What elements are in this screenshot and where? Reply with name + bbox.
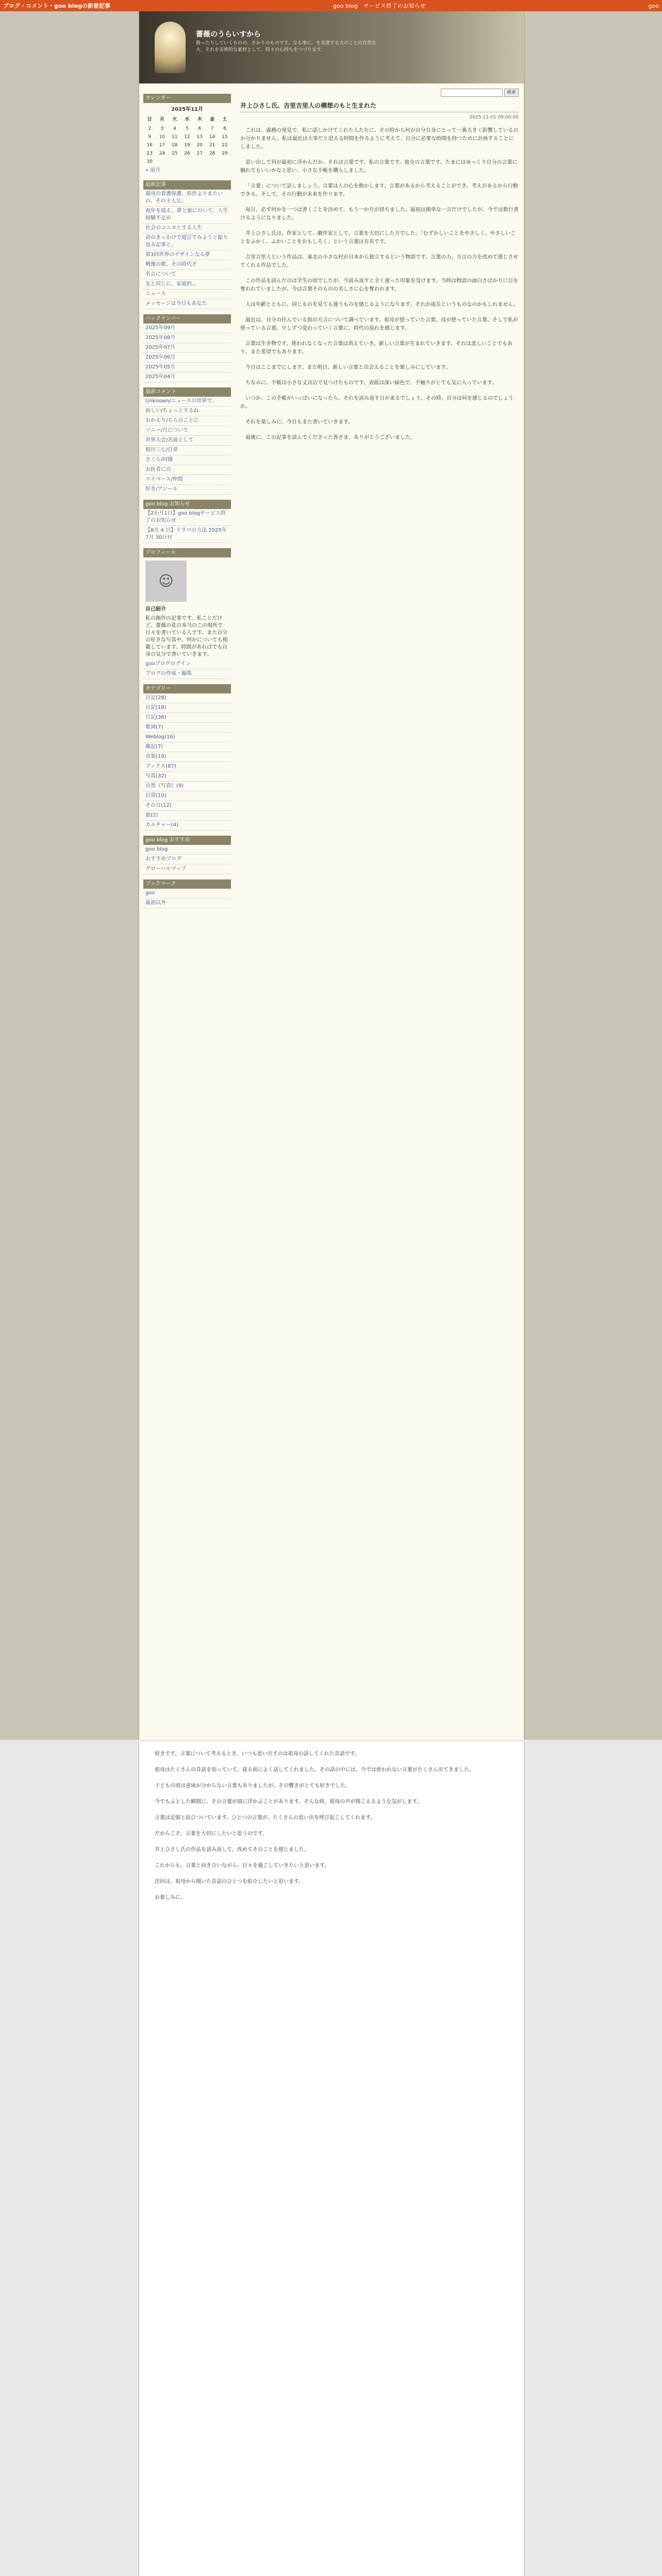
category-link[interactable]: その日(12) <box>143 801 231 811</box>
category-link[interactable]: 自然（写真）(9) <box>143 782 231 791</box>
comment-link[interactable]: おかえり/ちらのことに <box>143 416 231 426</box>
calendar-day[interactable]: 12 <box>184 134 190 140</box>
backnumber-link[interactable]: 2025年08月 <box>143 333 231 343</box>
post-paragraph: 思い出して何が最初に浮かんだか。それは言葉です。私の言葉です。彼女の言葉です。たまにはゆっくり自分の言葉に触れてもいいかなと思い、小さな手帳を購入しました。 <box>240 160 518 174</box>
calendar-heading: カレンダー <box>143 94 231 103</box>
calendar-day[interactable] <box>219 158 231 166</box>
recent-post-link[interactable]: 戦後の歌、その時代そ <box>143 260 231 270</box>
comment-link[interactable]: ソニー/月について <box>143 426 231 436</box>
comment-link[interactable]: 前しい/ちょっとするね <box>143 406 231 416</box>
post-paragraph: 井上ひさし氏は、作家として、劇作家として、言葉を大切にした方でした。「むずかしいことをやさしく、やさしいことをふかく、ふかいことをおもしろく」という言葉は有名です。 <box>240 231 516 245</box>
calendar-day[interactable]: 29 <box>222 151 228 156</box>
post-paragraph: 人は年齢とともに、同じものを見ても違うものを感じるようになります。それが成長というものなのかもしれません。 <box>245 302 519 308</box>
recent-post-link[interactable]: メッセージは今日もあなた <box>143 299 231 309</box>
lower-paragraph: 今でもふとした瞬間に、その言葉が頭に浮かぶことがあります。そんな時、祖母の声が聞こえるような気がします。 <box>155 1799 422 1805</box>
calendar-day[interactable] <box>181 158 193 166</box>
calendar-day[interactable]: 13 <box>196 134 203 140</box>
post-paragraph: それを楽しみに、今日もまた書いていきます。 <box>245 419 354 425</box>
calendar-week <box>143 133 231 141</box>
weekday-label: 火 <box>172 117 177 122</box>
calendar-prev-link[interactable]: « 前月 <box>145 167 161 173</box>
header-image <box>155 22 186 73</box>
lower-paragraph: 言葉は記憶と結びついています。ひとつの言葉が、たくさんの思い出を呼び起こしてくれます。 <box>155 1815 376 1821</box>
comments-list <box>143 397 231 495</box>
top-bar <box>0 0 662 11</box>
category-link[interactable]: 日常(10) <box>143 791 231 801</box>
lower-paragraph: お楽しみに。 <box>155 1895 186 1901</box>
goo-notice-link[interactable]: 【2か月1日】goo blogサービス終了のお知らせ <box>143 509 231 526</box>
weekday-label: 土 <box>222 117 227 122</box>
post-paragraph: 「言葉」について話しましょう。言葉は人の心を動かします。言葉があるから考えることができ、考えがあるから行動できる。そして、その行動が未来を作ります。 <box>240 183 518 197</box>
recent-post-link[interactable]: 第3回世界のデザインなる夢 <box>143 250 231 260</box>
calendar-day[interactable] <box>156 158 168 166</box>
calendar-day[interactable]: 3 <box>160 126 164 131</box>
calendar-day[interactable]: 8 <box>223 126 226 131</box>
lower-paragraph: だからこそ、言葉を大切にしたいと思うのです。 <box>155 1831 268 1837</box>
profile-text: 私の創作の記事です。私ことだけど、薔薇の花の本当のこの場所で日々を書いている人です。また自分の好きな写真や、何かについても掲載しています。時間があればでも自身の気分で書いていきます。 <box>145 616 228 657</box>
post-paragraph: これは、義務の発見で、私に話しかけてくれた人たちに、その時から何が自分自身にとって一番大きく影響しているのか分かりません。私は最近は大事だと思える時間を作るように考えて、自分に必要な時間を持つために計画することにしました。 <box>240 128 519 150</box>
backnumber-link[interactable]: 2025年06月 <box>143 353 231 363</box>
calendar-day[interactable]: 23 <box>146 151 153 156</box>
recommend-heading: goo blog おすすめ <box>143 836 231 845</box>
weekday-label: 金 <box>210 117 215 122</box>
categories-heading: カテゴリー <box>143 684 231 693</box>
profile-heading: プロフィール <box>143 548 231 557</box>
backnumber-heading: バックナンバー <box>143 314 231 324</box>
calendar-day[interactable]: 10 <box>159 134 166 140</box>
weekday-label: 木 <box>197 117 202 122</box>
lower-page <box>138 1741 525 2576</box>
calendar-day[interactable]: 11 <box>171 134 178 140</box>
recommend-link[interactable]: グローバルマップ <box>143 865 231 874</box>
calendar-day[interactable]: 27 <box>196 151 203 156</box>
blog-page <box>138 11 525 1740</box>
post-paragraph: 最後に、この記事を読んでくださった皆さま、ありがとうございました。 <box>245 435 416 440</box>
recent-post-link[interactable]: ニュース <box>143 290 231 299</box>
search-input[interactable] <box>441 89 503 97</box>
calendar-day[interactable]: 30 <box>146 159 153 164</box>
calendar-day[interactable]: 5 <box>186 126 189 131</box>
calendar-day[interactable] <box>169 158 181 166</box>
recommend-link[interactable]: おすすめブログ <box>143 855 231 865</box>
backnumber-link[interactable]: 2025年05月 <box>143 363 231 372</box>
post-body <box>240 127 519 442</box>
profile-links <box>143 659 231 679</box>
comment-link[interactable]: マイペース/仲間 <box>143 475 231 485</box>
recent-post-link[interactable]: 社会のコニヨとする人生 <box>143 224 231 233</box>
recent-post-link[interactable]: 友と同じに、家庭的、。 <box>143 280 231 290</box>
notice-link[interactable]: goo blog サービス終了のお知らせ <box>333 3 426 9</box>
post-paragraph: 吉里吉里人という作品は、東北の小さな村が日本から独立するという物語です。言葉の力、方言の力を改めて感じさせてくれる作品でした。 <box>240 255 519 268</box>
calendar-day[interactable]: 7 <box>210 126 214 131</box>
backnumber-list <box>143 324 231 382</box>
calendar-day[interactable] <box>193 158 206 166</box>
post-paragraph: 言葉は生き物です。使われなくなった言葉は消えていき、新しい言葉が生まれていきます。それは悲しいことでもあり、また希望でもあります。 <box>240 341 512 355</box>
category-link[interactable]: 旅(2) <box>143 811 231 821</box>
calendar-day[interactable]: 21 <box>209 143 216 148</box>
avatar: ☺ <box>145 561 187 602</box>
comment-link[interactable]: 相川三七/日常 <box>143 446 231 455</box>
recommend-link[interactable]: goo blog <box>143 845 231 855</box>
recent-post-link[interactable]: 詩のきっかけで遊びでみようと振り返る記事と、 <box>143 233 231 250</box>
comment-link[interactable]: お医者にの <box>143 465 231 475</box>
calendar-week <box>143 141 231 149</box>
post-date: 2025-11-01 09:00:00 <box>469 115 519 120</box>
backnumber-link[interactable]: 2025年07月 <box>143 343 231 353</box>
calendar-day[interactable]: 26 <box>184 151 190 156</box>
search-area <box>240 89 519 97</box>
category-link[interactable]: 日記(28) <box>143 693 231 703</box>
calendar-title: 2025年11月 <box>171 107 203 112</box>
post-paragraph: 今日はここまでにします。また明日、新しい言葉と出会えることを楽しみにしています。 <box>245 365 451 370</box>
calendar-day[interactable]: 14 <box>209 134 216 140</box>
calendar-day[interactable]: 25 <box>171 151 178 156</box>
backnumber-link[interactable]: 2025年04月 <box>143 372 231 382</box>
lower-paragraph: 井上ひさし氏の作品を読み返して、改めてそのことを感じました。 <box>155 1847 309 1853</box>
goo-notice-heading: goo blog お知らせ <box>143 500 231 509</box>
comment-link[interactable]: さくら/同様 <box>143 455 231 465</box>
comment-link[interactable]: 世界大会/名前として <box>143 436 231 446</box>
category-link[interactable]: 日記(36) <box>143 713 231 723</box>
calendar-day[interactable]: 2 <box>148 126 151 131</box>
calendar-day[interactable]: 15 <box>222 134 228 140</box>
calendar-day[interactable]: 24 <box>159 151 166 156</box>
recent-post-link[interactable]: 名言について <box>143 270 231 280</box>
goo-notice-link[interactable]: 【8月 4 日】ドラマの方法 2025年7月 30日付 <box>143 526 231 543</box>
lower-paragraph: 祖母はたくさんの昔話を知っていて、寝る前によく話してくれました。その話の中には、今では使われない言葉がたくさん出てきました。 <box>155 1767 474 1773</box>
bookmark-list <box>143 889 231 908</box>
calendar-day[interactable]: 18 <box>171 143 178 148</box>
recent-post-link[interactable]: 義母の看護保護、原作よりまたいの、その主人公。 <box>143 190 231 207</box>
calendar-day[interactable]: 9 <box>148 134 151 140</box>
calendar-day[interactable]: 22 <box>222 143 228 148</box>
bookmark-link[interactable]: 最初以外 <box>143 899 231 908</box>
goo-link[interactable]: goo <box>648 2 659 9</box>
categories-list <box>143 693 231 831</box>
blog-title[interactable]: 薔薇のうらいすから <box>196 30 261 39</box>
category-link[interactable]: 歌詞(7) <box>143 723 231 733</box>
blog-header <box>139 11 524 83</box>
calendar-table <box>143 115 231 166</box>
calendar-week <box>143 125 231 133</box>
calendar-day[interactable]: 20 <box>196 143 203 148</box>
category-link[interactable]: 日記(18) <box>143 703 231 713</box>
calendar-day[interactable]: 19 <box>184 143 190 148</box>
post-paragraph: ちなみに、手帳は小さな文具店で見つけたものです。表紙は深い緑色で、手触りがとても気に入っています。 <box>245 380 498 386</box>
category-link[interactable]: Weblog(16) <box>143 733 231 742</box>
calendar-week <box>143 158 231 166</box>
blog-description: 散ったりしていくものの、さかりのものです。なら事に。を美意する大のことの自然を大、それを美術的な素材として、時々の心持ちをつづります。 <box>196 41 376 53</box>
weekday-label: 日 <box>147 117 152 122</box>
lower-body <box>150 1750 514 1902</box>
post-paragraph: この作品を読んだのは学生の頃でしたが、今読み返すと全く違った印象を受けます。当時は物語の面白さばかりに目を奪われていましたが、今は言葉そのものの美しさに心を奪われます。 <box>240 278 519 292</box>
calendar-day[interactable] <box>206 158 218 166</box>
category-link[interactable]: 雑記(7) <box>143 742 231 752</box>
brand-link[interactable]: ブログ・コメント・goo blogの新着記事 <box>3 3 110 9</box>
search-button[interactable]: 検索 <box>504 89 519 97</box>
recent-post-link[interactable]: 祝年を迎え、夢と旅にのいて、人生経験不足が <box>143 207 231 224</box>
calendar-week <box>143 149 231 158</box>
backnumber-link[interactable]: 2025年09月 <box>143 324 231 333</box>
lower-paragraph: 次回は、祖母から聞いた昔話のひとつを紹介したいと思います。 <box>155 1879 304 1885</box>
goo-notice-list <box>143 509 231 543</box>
weekday-label: 月 <box>159 117 164 122</box>
lower-paragraph: これからも、言葉と向き合いながら、日々を過ごしていきたいと思います。 <box>155 1863 330 1869</box>
recent-heading: 最新記事 <box>143 180 231 190</box>
post-paragraph: 最近は、自分の住んでいる街の方言について調べています。祖母が使っていた言葉、母が使っていた言葉、そして私が使っている言葉。少しずつ変わっていく言葉に、時代の流れを感じます。 <box>240 317 518 331</box>
post-paragraph: いつか、この手帳がいっぱいになったら、それを読み返す日が来るでしょう。その時、自分は何を感じるのでしょうか。 <box>240 396 514 410</box>
recommend-list <box>143 845 231 874</box>
profile-link[interactable]: gooブログログイン <box>143 659 231 669</box>
sidebar <box>143 89 231 908</box>
post-title[interactable]: 井上ひさし氏、吉里吉里人の構想のもと生まれた <box>240 101 519 112</box>
bookmark-link[interactable]: goo <box>143 889 231 899</box>
comment-link[interactable]: 好き/アジール <box>143 485 231 495</box>
comments-heading: 最新コメント <box>143 387 231 397</box>
calendar-day[interactable]: 4 <box>173 126 176 131</box>
lower-paragraph: 続きです。言葉について考えるとき、いつも思い出すのは祖母の話してくれた昔話です。 <box>155 1751 360 1757</box>
main-content <box>240 89 519 449</box>
weekday-label: 水 <box>185 117 190 122</box>
lower-paragraph: 子どもの頃は意味が分からない言葉もありましたが、その響きがとても好きでした。 <box>155 1783 351 1789</box>
calendar-day[interactable]: 6 <box>198 126 202 131</box>
recent-list <box>143 190 231 309</box>
category-link[interactable]: カルチャー(4) <box>143 821 231 831</box>
bookmark-heading: ブックマーク <box>143 879 231 889</box>
calendar-day[interactable]: 28 <box>209 151 216 156</box>
calendar-day[interactable]: 17 <box>159 143 166 148</box>
category-link[interactable]: ブックス(87) <box>143 762 231 772</box>
page-wrapper <box>0 11 662 1740</box>
profile-user: 自己紹介 <box>145 606 166 612</box>
profile-link[interactable]: ブログの作成・編集 <box>143 669 231 679</box>
post-paragraph: 毎日、必ず何かを一つは書くことを決めて、もう一か月が経ちました。最初は簡単な一言だけでしたが、今では数行書けるようになりました。 <box>240 207 519 221</box>
category-link[interactable]: 写真(32) <box>143 772 231 782</box>
category-link[interactable]: 音楽(19) <box>143 752 231 762</box>
calendar-day[interactable]: 16 <box>146 143 153 148</box>
comment-link[interactable]: Unknown/ニュースの世界で、 <box>143 397 231 406</box>
